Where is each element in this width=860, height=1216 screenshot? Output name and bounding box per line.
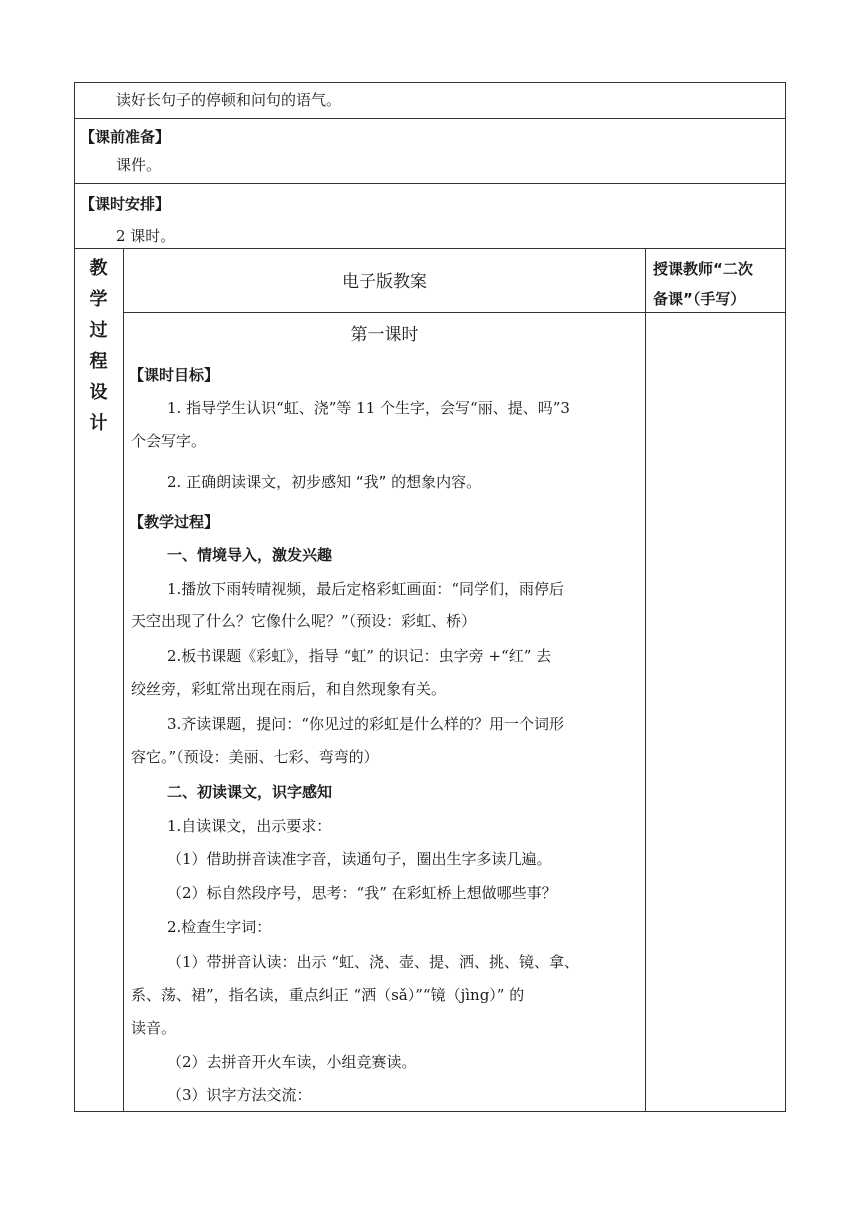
side-label-char: 计 [89,413,108,434]
table-right-border [785,82,786,1112]
s1-p3-line2: 容它。”（预设：美丽、七彩、弯弯的） [131,748,379,766]
table-left-border [74,82,75,1112]
s2-p1b: （2）标自然段序号，思考：“我” 在彩虹桥上想做哪些事？ [167,884,557,902]
top-row-text: 读好长句子的停顿和问句的语气。 [116,91,342,109]
side-label-char: 程 [89,351,108,372]
header-teacher-notes-line2: 备课”（手写） [653,290,746,308]
side-label-char: 设 [89,382,108,403]
goal2-prefix: 2. 正确朗读课文， [167,473,292,491]
prep-content: 课件。 [116,156,162,174]
section2-heading: 二、初读课文，识字感知 [167,783,333,801]
header-electronic-plan: 电子版教案 [342,272,427,292]
prep-heading: 【课前准备】 [80,128,171,146]
header-divider [123,312,786,313]
goal2 [167,472,481,492]
process-heading: 【教学过程】 [129,513,220,531]
header-teacher-notes-line1: 授课教师“二次 [653,260,753,278]
goals-heading: 【课时目标】 [129,366,220,384]
lesson-title: 第一课时 [350,325,419,345]
s2-p2b: （2）去拼音开火车读，小组竞赛读。 [167,1053,417,1071]
side-label-char: 学 [89,289,108,310]
table-bottom-border [74,1111,786,1112]
schedule-heading: 【课时安排】 [80,195,171,213]
s2-p2a-line1: （1）带拼音认读：出示 “虹、浇、壶、提、洒、挑、镜、拿、 [167,953,579,971]
goal2-suffix: 初步感知 “我” 的想象内容。 [291,473,482,491]
goal1-line1: 1. 指导学生认识“虹、浇”等 11 个生字，会写“丽、提、吗”3 [167,399,570,417]
row-divider-3 [74,248,786,249]
table-top-border [74,82,786,83]
section1-heading: 一、情境导入，激发兴趣 [167,546,333,564]
side-label-divider [123,248,124,1112]
s2-p2a-line3: 读音。 [131,1019,177,1037]
s2-p2a-line2: 系、荡、裙”，指名读，重点纠正 “洒（sǎ）”“镜（jìng）” 的 [131,986,525,1004]
s2-p1a: （1）借助拼音读准字音，读通句子，圈出生字多读几遍。 [167,850,552,868]
side-label-char: 过 [89,320,108,341]
s1-p2-line2: 绞丝旁，彩虹常出现在雨后，和自然现象有关。 [131,680,447,698]
s1-p2-line1: 2.板书课题《彩虹》，指导 “虹” 的识记：虫字旁 +“红” 去 [167,647,552,665]
schedule-content: 2 课时。 [116,227,176,245]
s1-p1-line1: 1.播放下雨转晴视频，最后定格彩虹画面：“同学们，雨停后 [167,580,564,598]
s2-p1: 1.自读课文，出示要求： [167,817,332,835]
goal1-line2: 个会写字。 [131,432,207,450]
row-divider-2 [74,183,786,184]
side-label-char: 教 [89,258,108,279]
row-divider-1 [74,118,786,119]
s2-p2: 2.检查生字词： [167,918,272,936]
side-label-teaching-process-design [75,253,122,439]
s2-p2c: （3）识字方法交流： [167,1086,312,1104]
s1-p1-line2: 天空出现了什么？它像什么呢？”（预设：彩虹、桥） [131,612,477,630]
notes-column-divider [645,248,646,1112]
s1-p3-line1: 3.齐读课题，提问：“你见过的彩虹是什么样的？用一个词形 [167,715,564,733]
